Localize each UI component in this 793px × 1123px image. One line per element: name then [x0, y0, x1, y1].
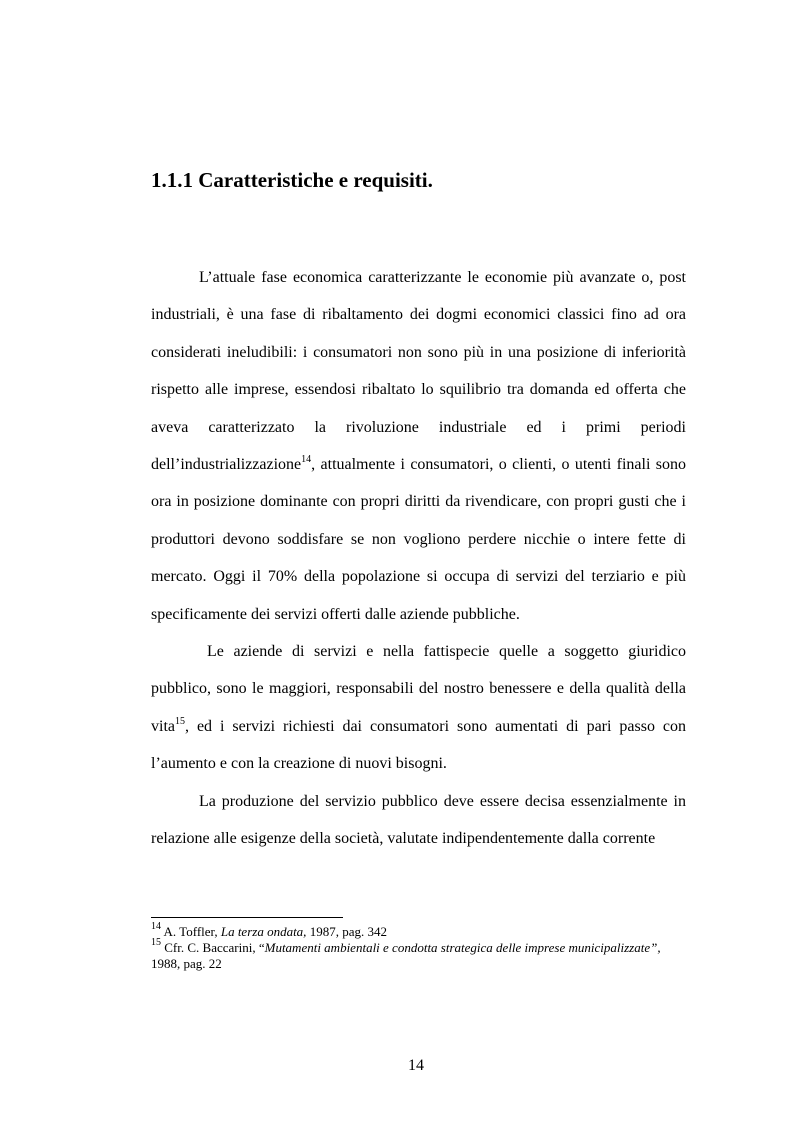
footnote-text: 1987, pag. 342	[306, 924, 387, 939]
paragraph-text: L’attuale fase economica caratterizzante le economie più avanzate o, post industriali, è una fase di ribaltamento dei dogmi economici classici fino ad ora considerati ineludibili: i consumatori non sono più in una posizione di inferiorità rispetto alle imprese, essendosi ribaltato lo squilibrio tra domanda ed offerta che aveva caratterizzato la rivoluzione industriale ed i primi periodi dell’industrializzazione	[151, 269, 686, 474]
footnote-text: A. Toffler,	[161, 924, 221, 939]
footnote-item	[151, 921, 686, 940]
footnote-reference[interactable]: 14	[301, 454, 312, 466]
footnotes	[151, 921, 686, 972]
paragraph	[151, 259, 686, 633]
paragraph	[151, 633, 686, 783]
paragraph-text: , attualmente i consumatori, o clienti, o utenti finali sono ora in posizione dominante con propri diritti da rivendicare, con propri gusti che i produttori devono soddisfare se non vogliono perdere nicchie o intere fette di mercato. Oggi il 70% della popolazione si occupa di servizi del terziario e più specificamente dei servizi offerti dalle aziende pubbliche.	[151, 456, 686, 623]
footnote-text: Cfr. C. Baccarini, “	[161, 940, 265, 955]
footnote-title: Mutamenti ambientali e condotta strategica delle imprese municipalizzate”,	[264, 940, 661, 955]
footnote-title: La terza ondata,	[220, 924, 307, 939]
footnote-text: 1988, pag. 22	[151, 956, 222, 971]
footnote-separator	[151, 917, 343, 918]
paragraph-text: La produzione del servizio pubblico deve essere decisa essenzialmente in relazione alle esigenze della società, valutate indipendentemente dalla corrente	[151, 792, 686, 848]
paragraph-text: Le aziende di servizi e nella fattispecie quelle a soggetto giuridico pubblico, sono le maggiori, responsabili del nostro benessere e della qualità della vita	[151, 643, 686, 735]
footnote-item	[151, 937, 686, 972]
footnote-reference[interactable]: 15	[175, 715, 185, 727]
footnote-number: 15	[151, 937, 161, 948]
footnote-number: 14	[151, 921, 161, 932]
page-number: 14	[408, 1057, 424, 1074]
body-text	[151, 259, 686, 858]
section-heading: 1.1.1 Caratteristiche e requisiti.	[151, 168, 433, 192]
paragraph-text: , ed i servizi richiesti dai consumatori sono aumentati di pari passo con l’aumento e con la creazione di nuovi bisogni.	[151, 717, 686, 773]
paragraph	[151, 783, 686, 858]
